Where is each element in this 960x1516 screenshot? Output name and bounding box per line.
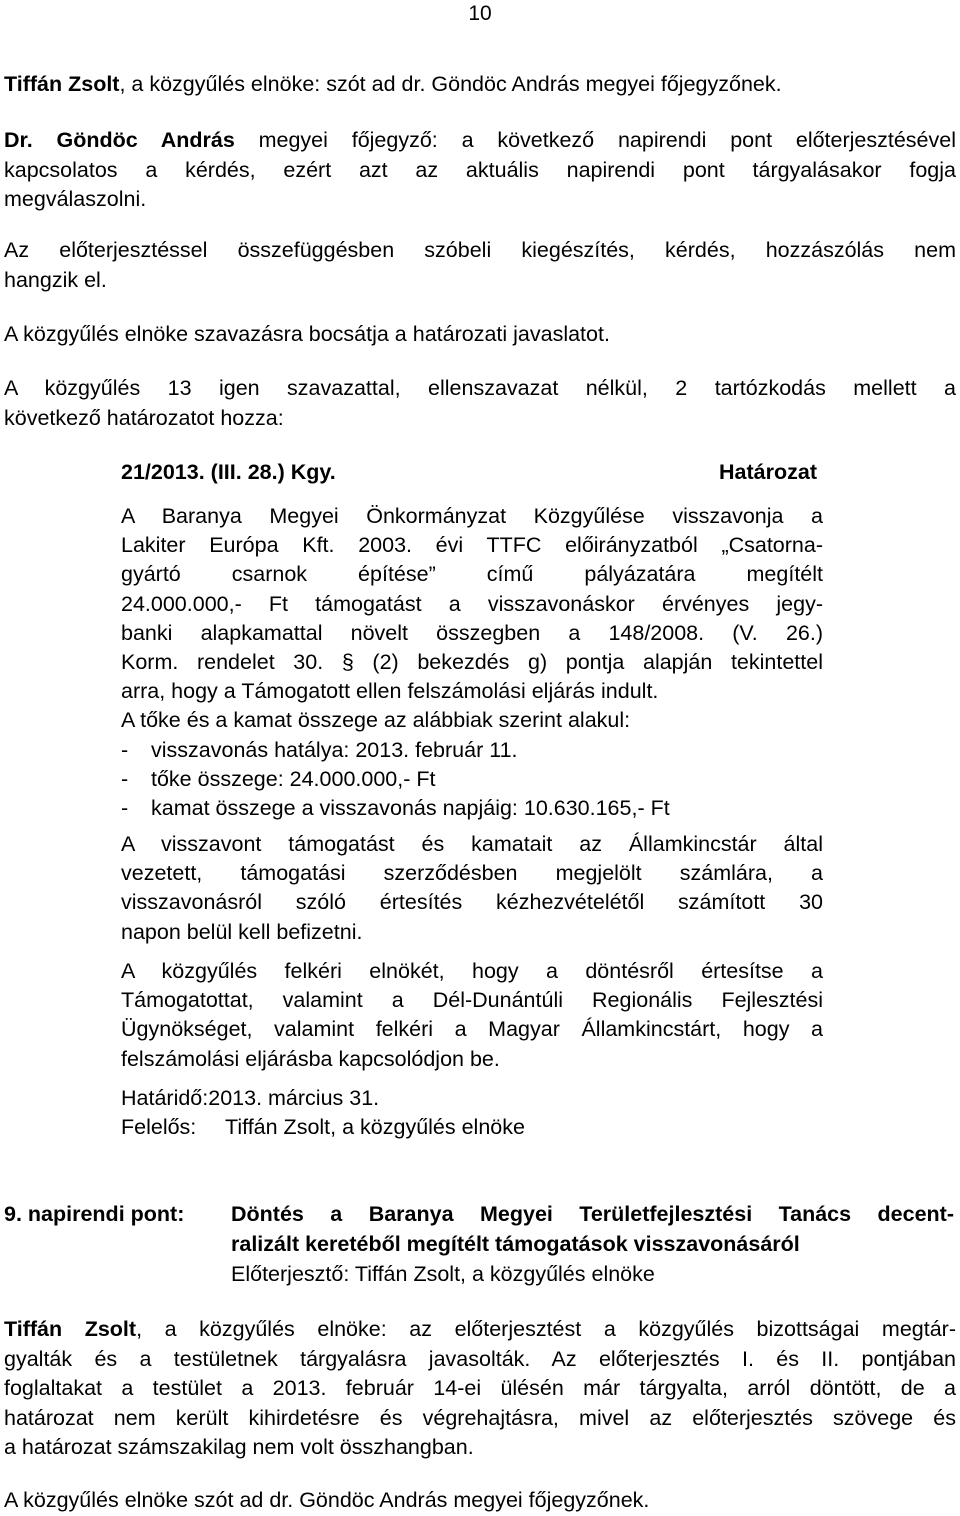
resolution-payment-paragraph	[121, 830, 823, 947]
text-line: hangzik el.	[4, 267, 107, 292]
paragraph-chair-explains	[4, 1315, 956, 1463]
list-item: - visszavonás hatálya: 2013. február 11.	[121, 737, 518, 762]
text-line: a határozat számszakilag nem volt összhangban.	[4, 1435, 474, 1459]
text-line: Dr. Göndöc András megyei főjegyző: a következő napirendi pont előterjesztésével	[4, 128, 957, 152]
text-line: Ügynökséget, valamint felkéri a Magyar Államkincstárt, hogy a	[121, 1017, 823, 1042]
resolution-request-paragraph	[121, 957, 823, 1074]
text-line: banki alapkamattal növelt összegben a 148/2008. (V. 26.)	[121, 620, 823, 645]
text-line: Korm. rendelet 30. § (2) bekezdés g) pontja alapján tekintettel	[121, 650, 823, 675]
responsible-value: Tiffán Zsolt, a közgyűlés elnöke	[225, 1115, 525, 1140]
deadline-label: Határidő:	[121, 1086, 209, 1110]
paragraph-vote-result	[4, 374, 956, 433]
text-line: visszavonásról szóló értesítés kézhezvételétől számított 30	[121, 890, 823, 915]
responsible-label: Felelős:	[121, 1115, 197, 1140]
deadline-value: 2013. március 31.	[208, 1086, 380, 1110]
resolution-header	[121, 460, 817, 485]
resolution-paragraph	[121, 502, 823, 706]
text-line: A közgyűlés 13 igen szavazattal, ellenszavazat nélkül, 2 tartózkodás mellett a	[4, 376, 956, 400]
text-line: Lakiter Európa Kft. 2003. évi TTFC előirányzatból „Csatorna-	[121, 533, 823, 558]
text-line: következő határozatot hozza:	[4, 405, 284, 430]
text-line: A Baranya Megyei Önkormányzat Közgyűlése visszavonja a	[121, 504, 823, 528]
list-item: - kamat összege a visszavonás napjáig: 10.630.165,- Ft	[121, 796, 670, 821]
agenda-item-title-line: Döntés a Baranya Megyei Területfejlesztési Tanács decent-	[231, 1202, 954, 1226]
text-line: A visszavont támogatást és kamatait az Államkincstár által	[121, 832, 823, 856]
text-line: Tiffán Zsolt, a közgyűlés elnöke: az előterjesztést a közgyűlés bizottságai megtár-	[4, 1317, 956, 1341]
text-line: A közgyűlés felkéri elnökét, hogy a döntésről értesítse a	[121, 959, 823, 983]
text-line: foglaltakat a testület a 2013. február 14-ei ülésén már tárgyalta, arról döntött, de a	[4, 1376, 956, 1400]
deadline-row	[121, 1084, 823, 1113]
text-line: gyalták és a testületnek tárgyalásra javasolták. Az előterjesztés I. és II. pontjában	[4, 1346, 956, 1371]
text-line: felszámolási eljárásba kapcsolódjon be.	[121, 1046, 500, 1071]
text-line: napon belül kell befizetni.	[121, 919, 363, 944]
agenda-item-presenter: Előterjesztő: Tiffán Zsolt, a közgyűlés elnöke	[231, 1262, 655, 1286]
responsible-row	[121, 1113, 823, 1142]
amount-list	[121, 736, 823, 824]
paragraph-text: , a közgyűlés elnöke: szót ad dr. Göndöc András megyei főjegyzőnek.	[119, 72, 782, 96]
text-line: határozat nem került kihirdetésre és végrehajtásra, mivel az előterjesztés szövege és	[4, 1405, 956, 1430]
paragraph-no-comments	[4, 236, 956, 295]
agenda-item-title-line: ralizált keretéből megítélt támogatások visszavonásáról	[231, 1232, 800, 1256]
text-line: gyártó csarnok építése” című pályázatára megítélt	[121, 562, 823, 587]
speaker-name: Dr. Göndöc András	[4, 128, 235, 152]
text-line: Az előterjesztéssel összefüggésben szóbeli kiegészítés, kérdés, hozzászólás nem	[4, 238, 956, 262]
agenda-item-label: 9. napirendi pont:	[4, 1202, 185, 1226]
resolution-footer	[121, 1084, 823, 1142]
resolution-number: 21/2013. (III. 28.) Kgy.	[121, 460, 336, 484]
page-number: 10	[468, 2, 492, 25]
paragraph-chair-gives-floor	[4, 70, 956, 100]
text-line: 24.000.000,- Ft támogatást a visszavonáskor érvényes jegy-	[121, 591, 823, 616]
paragraph-notary-reply	[4, 126, 956, 215]
speaker-name: Tiffán Zsolt	[4, 1317, 137, 1341]
text-line: vezetett, támogatási szerződésben megjelölt számlára, a	[121, 861, 823, 886]
text-line: Támogatottat, valamint a Dél-Dunántúli Regionális Fejlesztési	[121, 988, 823, 1013]
list-item: - tőke összege: 24.000.000,- Ft	[121, 766, 436, 791]
resolution-type: Határozat	[719, 460, 817, 484]
paragraph-vote-call: A közgyűlés elnöke szavazásra bocsátja a határozati javaslatot.	[4, 322, 610, 346]
text-line: megválaszolni.	[4, 187, 147, 211]
paragraph-chair-gives-floor-2: A közgyűlés elnöke szót ad dr. Göndöc András megyei főjegyzőnek.	[4, 1488, 650, 1512]
text-line: kapcsolatos a kérdés, ezért azt az aktuális napirendi pont tárgyalásakor fogja	[4, 157, 956, 182]
text-line: arra, hogy a Támogatott ellen felszámolási eljárás indult.	[121, 679, 659, 704]
resolution-intro: A tőke és a kamat összege az alábbiak szerint alakul:	[121, 708, 631, 733]
resolution-body	[121, 502, 823, 823]
speaker-name: Tiffán Zsolt	[4, 72, 120, 96]
